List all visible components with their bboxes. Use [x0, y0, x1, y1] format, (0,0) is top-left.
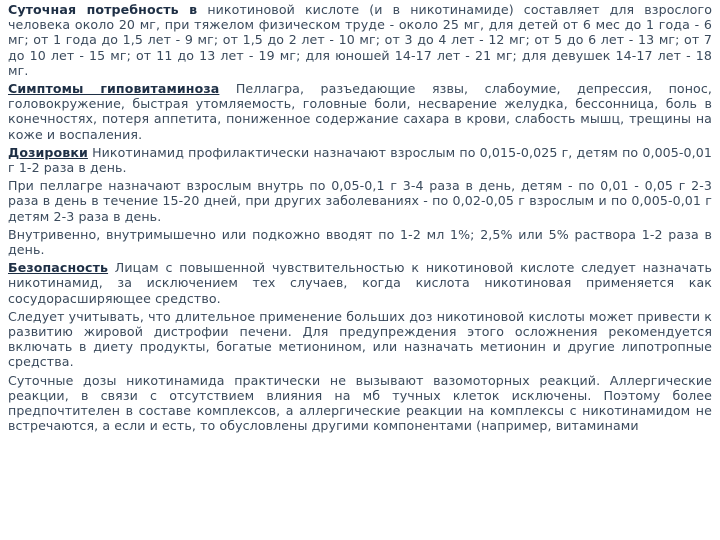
daily-requirement-heading: Суточная потребность в: [8, 2, 198, 17]
dosage-paragraph: [8, 145, 712, 175]
allergy-text: Суточные дозы никотинамида практически не вызывают вазомоторных реакций. Аллергические реакции, в связи с отсутствием влияния на мб тучных клеток исключены. Поэтому более предпочтителен в составе комплексов, а аллергические реакции на комплексы с никотинамидом не встречаются, а если и есть, то обусловлены другими компонентами (например, витаминами: [8, 372, 712, 434]
daily-requirement-text: никотиновой кислоте (и в никотинамиде) составляет для взрослого человека около 20 мг, при тяжелом физическом труде - около 25 мг, для детей от 6 мес до 1 года - 6 мг; от 1 года до 1,5 лет - 9 мг; от 1,5 до 2 лет - 10 мг; от 3 до 4 лет - 12 мг; от 5 до 6 лет - 13 мг; от 7 до 10 лет - 15 мг; от 11 до 13 лет - 19 мг; для юношей 14-17 лет - 21 мг; для девушек 14-17 лет - 18 мг.: [8, 2, 713, 78]
injection-paragraph: [8, 227, 712, 257]
dosage-text: Никотинамид профилактически назначают взрослым по 0,015-0,025 г, детям по 0,005-0,01 г 1-2 раза в день.: [8, 144, 712, 176]
pellagra-dosage-paragraph: [8, 178, 712, 224]
safety-text: Лицам с повышенной чувствительностью к никотиновой кислоте следует назначать никотинамид, за исключением тех случаев, когда кислота никотиновая применяется как сосудорасширяющее средство.: [8, 260, 712, 306]
allergy-paragraph: [8, 373, 712, 434]
injection-text: Внутривенно, внутримышечно или подкожно вводят по 1-2 мл 1%; 2,5% или 5% раствора 1-2 раза в день.: [8, 226, 712, 258]
liver-warning-text: Следует учитывать, что длительное применение больших доз никотиновой кислоты может привести к развитию жировой дистрофии печени. Для предупреждения этого осложнения рекомендуется включать в диету продукты, богатые метионином, или назначать метионин и другие липотропные средства.: [8, 308, 712, 370]
deficiency-symptoms-text: Пеллагра, разъедающие язвы, слабоумие, депрессия, понос, головокружение, быстрая утомляемость, головные боли, несварение желудка, бессонница, боль в конечностях, потеря аппетита, пониженное содержание сахара в крови, слабость мышц, трещины на коже и воспаления.: [8, 81, 712, 142]
safety-heading: Безопасность: [8, 260, 109, 276]
daily-requirement-paragraph: [8, 2, 712, 78]
deficiency-symptoms-paragraph: [8, 81, 712, 142]
pellagra-dosage-text: При пеллагре назначают взрослым внутрь по 0,05-0,1 г 3-4 раза в день, детям - по 0,01 - 0,05 г 2-3 раза в день в течение 15-20 дней, при других заболеваниях - по 0,02-0,05 г взрослым и по 0,005-0,01 г детям 2-3 раза в день.: [8, 178, 712, 224]
deficiency-symptoms-heading: Симптомы гиповитаминоза: [8, 81, 220, 97]
safety-paragraph: [8, 260, 712, 306]
dosage-heading: Дозировки: [8, 144, 88, 160]
liver-warning-paragraph: [8, 309, 712, 370]
